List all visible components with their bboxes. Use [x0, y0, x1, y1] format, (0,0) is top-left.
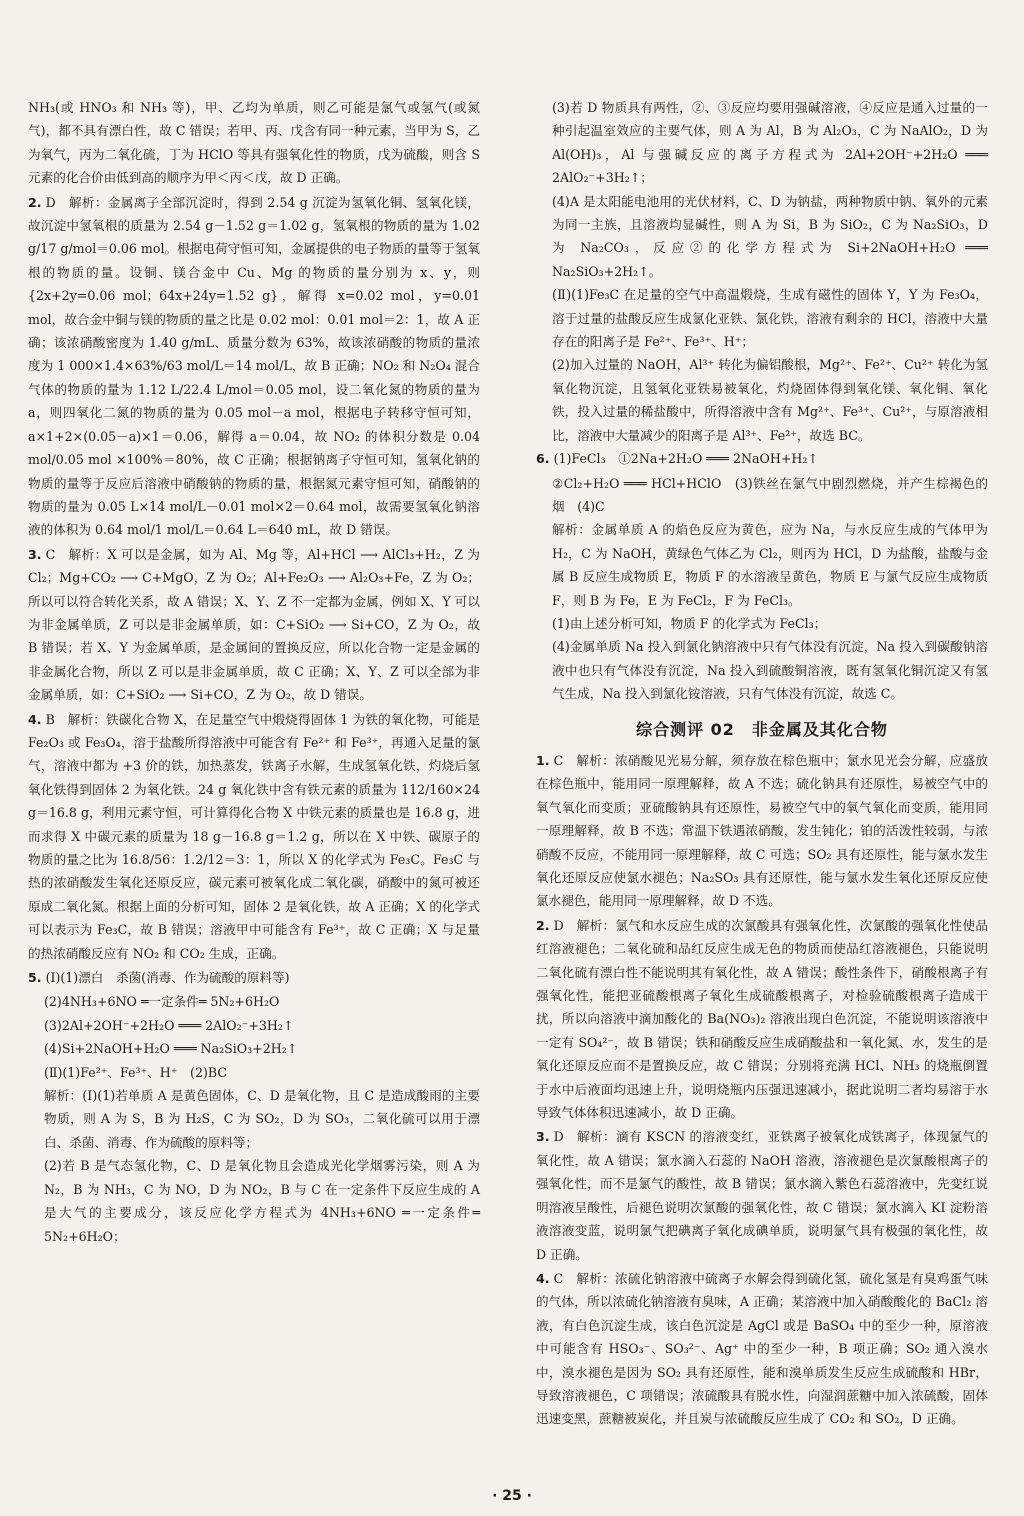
item-text: (1)FeCl₃ ①2Na+2H₂O ═══ 2NaOH+H₂↑ — [553, 451, 819, 467]
sub-paragraph: (3)2Al+2OH⁻+2H₂O ═══ 2AlO₂⁻+3H₂↑ — [44, 1017, 294, 1033]
sub-paragraph: ②Cl₂+H₂O ═══ HCl+HClO (3)铁丝在氯气中剧烈燃烧，并产生棕褐色的烟 (4)C — [552, 475, 988, 514]
item-number: 4. — [536, 1270, 550, 1286]
sub-paragraph: (4)金属单质 Na 投入到氯化钠溶液中只有气体没有沉淀，Na 投入到碳酸钠溶液中也只有气体没有沉淀，Na 投入到硫酸铜溶液，既有氢氧化铜沉淀又有氢气生成，Na 投入到氯化铵溶液，只有气体没有沉淀，故选 C。 — [552, 639, 988, 702]
sub-paragraph: (2)加入过量的 NaOH，Al³⁺ 转化为偏铝酸根，Mg²⁺、Fe²⁺、Cu²⁺ 转化为氢氧化物沉淀，且氢氧化亚铁易被氧化，灼烧固体得到氧化镁、氧化铜、氧化铁，投入过量的稀盐酸中，所得溶液中含有 Mg²⁺、Fe³⁺、Cu²⁺，与原溶液相比，溶液中大量减少的阳离子是 Al³⁺、Fe²⁺，故选 BC。 — [552, 357, 988, 443]
answer-item — [28, 966, 480, 989]
sub-paragraph: (4)A 是太阳能电池用的光伏材料，C、D 为钠盐，两种物质中钠、氧外的元素为同一主族，且溶液均显碱性，则 A 为 Si，B 为 SiO₂，C 为 Na₂SiO₃，D 为 Na₂CO₃，反应②的化学方程式为 Si+2NaOH+H₂O ═══ Na₂SiO₃+2H₂↑。 — [552, 193, 988, 279]
answer-item — [536, 914, 988, 1125]
answer-item — [28, 708, 480, 965]
item-number: 2. — [28, 194, 42, 210]
sub-paragraph: 解析：(Ⅰ)(1)若单质 A 是黄色固体，C、D 是氧化物，且 C 是造成酸雨的主要物质，则 A 为 S，B 为 H₂S，C 为 SO₂，D 为 SO₃，二氧化硫可以用于漂白、杀菌、消毒、作为硫酸的原料等； — [44, 1088, 480, 1150]
item-number: 4. — [28, 711, 42, 727]
item-text: D 解析：氯气和水反应生成的次氯酸具有强氧化性，次氯酸的强氧化性使品红溶液褪色；二氧化硫和品红反应生成无色的物质而使品红溶液褪色，只能说明二氧化硫有漂白性不能说明其有氧化性，故 A 错误；酸性条件下，硝酸根离子有强氧化性，能把亚硫酸根离子氧化生成硫酸根离子，对检验硫酸根离子造成干扰，所以向溶液中滴加酸化的 Ba(NO₃)₂ 溶液出现白色沉淀，不能说明该溶液中一定有 SO₄²⁻，故 B 错误；铁和硝酸反应生成硝酸盐和一氧化氮、水，发生的是氧化还原反应而不是置换反应，故 C 错误；分别将充满 HCl、NH₃ 的烧瓶倒置于水中后液面均迅速上升，说明烧瓶内压强迅速减小，据此说明二者均易溶于水导致气体体积迅速减小，故 D 正确。 — [536, 917, 988, 1121]
answer-item — [536, 1125, 988, 1265]
answer-item — [536, 447, 988, 470]
sub-paragraph: (2)若 B 是气态氢化物，C、D 是氧化物且会造成光化学烟雾污染，则 A 为 N₂，B 为 NH₃，C 为 NO，D 为 NO₂，B 与 C 在一定条件下反应生成的 A 是大气的主要成分，该反应化学方程式为 4NH₃+6NO ═一定条件═ 5N₂+6H₂O； — [44, 1158, 480, 1244]
item-text: B 解析：铁碳化合物 X，在足量空气中煅烧得固体 1 为铁的氧化物，可能是 Fe₂O₃ 或 Fe₃O₄，溶于盐酸所得溶液中可能含有 Fe²⁺ 和 Fe³⁺，再通入足量的氯气，溶液中都为 +3 价的铁，加热蒸发，铁离子水解，生成氢氧化铁，灼烧后氢氧化铁得到固体 2 为氧化铁。24 g 氧化铁中含有铁元素的质量为 112/160×24 g＝16.8 g，利用元素守恒，可计算得化合物 X 中铁元素的质量也是 16.8 g，进而求得 X 中碳元素的质量为 18 g－16.8 g＝1.2 g，所以在 X 中铁、碳原子的物质的量之比为 16.8/56：1.2/12＝3：1，所以 X 的化学式为 Fe₃C。Fe₃C 与热的浓硝酸发生氧化还原反应，碳元素可被氧化成二氧化碳，硝酸中的氮可被还原成二氧化氮。根据上面的分析可知，固体 2 是氧化铁，故 A 正确；X 的化学式可以表示为 Fe₃C，故 B 错误；溶液甲中可能含有 Fe³⁺，故 C 正确；X 与足量的热浓硝酸反应有 NO₂ 和 CO₂ 生成，正确。 — [28, 711, 480, 961]
answer-item — [536, 749, 988, 913]
item-number: 5. — [28, 970, 42, 986]
page-number: · 25 · — [492, 1488, 532, 1504]
sub-paragraph: (Ⅱ)(1)Fe₃C 在足量的空气中高温煅烧，生成有磁性的固体 Y，Y 为 Fe₃O₄，溶于过量的盐酸反应生成氯化亚铁、氯化铁，溶液有剩余的 HCl，溶液中大量存在的阳离子是 Fe²⁺、Fe³⁺、H⁺； — [552, 287, 988, 350]
sub-paragraph: (2)4NH₃+6NO ═一定条件═ 5N₂+6H₂O — [44, 994, 280, 1010]
item-text: (Ⅰ)(1)漂白 杀菌(消毒、作为硫酸的原料等) — [45, 970, 290, 986]
paragraph: NH₃(或 HNO₃ 和 NH₃ 等)，甲、乙均为单质，则乙可能是氯气或氢气(或氮气)，都不具有漂白性，故 C 错误；若甲、丙、戊含有同一种元素，当甲为 S，乙为氧气，丙为二氧化硫，丁为 HClO 等具有强氧化性的物质，戊为硫酸，则含 S 元素的化合价由低到高的顺序为甲＜丙＜戊，故 D 正确。 — [28, 100, 480, 186]
right-column — [536, 96, 988, 1432]
answer-item — [28, 543, 480, 707]
item-text: D 解析：金属离子全部沉淀时，得到 2.54 g 沉淀为氢氧化铜、氢氧化镁，故沉淀中氢氧根的质量为 2.54 g－1.52 g＝1.02 g，氢氧根的物质的量为 1.02 g/17 g/mol＝0.06 mol。根据电荷守恒可知，金属提供的电子物质的量等于氢氧根的物质的量。设铜、镁合金中 Cu、Mg 的物质的量分别为 x、y，则 {2x+2y=0.06 mol；64x+24y=1.52 g}，解得 x=0.02 mol，y=0.01 mol，故合金中铜与镁的物质的量之比是 0.02 mol：0.01 mol＝2：1，故 A 正确；该浓硝酸密度为 1.40 g/mL、质量分数为 63%，故该浓硝酸的物质的量浓度为 1 000×1.4×63%/63 mol/L＝14 mol/L，故 B 正确；NO₂ 和 N₂O₄ 混合气体的物质的量为 1.12 L/22.4 L/mol＝0.05 mol，设二氧化氮的物质的量为 a，则四氧化二氮的物质的量为 0.05 mol－a mol，根据电子转移守恒可知，a×1+2×(0.05－a)×1＝0.06，解得 a＝0.04，故 NO₂ 的体积分数是 0.04 mol/0.05 mol ×100%＝80%，故 C 正确；根据钠离子守恒可知，氢氧化钠的物质的量等于反应后溶液中硝酸钠的物质的量，根据氮元素守恒可知，硝酸钠的物质的量为 0.05 L×14 mol/L－0.01 mol×2＝0.64 mol，故需要氢氧化钠溶液的体积为 0.64 mol/1 mol/L＝0.64 L＝640 mL，故 D 错误。 — [28, 194, 480, 538]
item-text: C 解析：浓硫化钠溶液中硫离子水解会得到硫化氢，硫化氢是有臭鸡蛋气味的气体，所以浓硫化钠溶液有臭味，A 正确；某溶液中加入硝酸酸化的 BaCl₂ 溶液，有白色沉淀生成，该白色沉淀是 AgCl 或是 BaSO₄ 中的至少一种，原溶液中可能含有 HSO₃⁻、SO₃²⁻、Ag⁺ 中的至少一种，B 项正确；SO₂ 通入溴水中，溴水褪色是因为 SO₂ 具有还原性，能和溴单质发生反应生成硫酸和 HBr，导致溶液褪色，C 项错误；浓硫酸具有脱水性，向湿润蔗糖中加入浓硫酸，固体迅速变黑，蔗糖被炭化，并且炭与浓硫酸反应生成了 CO₂ 和 SO₂，D 正确。 — [536, 1270, 988, 1427]
item-number: 3. — [536, 1129, 550, 1145]
item-number: 6. — [536, 451, 550, 467]
item-number: 2. — [536, 917, 550, 933]
answer-item — [536, 1267, 988, 1431]
section-title: 综合测评 02 非金属及其化合物 — [636, 719, 888, 739]
sub-paragraph: 解析：金属单质 A 的焰色反应为黄色，应为 Na，与水反应生成的气体甲为 H₂，C 为 NaOH，黄绿色气体乙为 Cl₂，则丙为 HCl，D 为盐酸，盐酸与金属 B 反应生成物质 E，物质 F 的水溶液呈黄色，物质 E 与氯气反应生成物质 F，则 B 为 Fe，E 为 FeCl₂，F 为 FeCl₃。 — [552, 522, 988, 608]
sub-paragraph: (1)由上述分析可知，物质 F 的化学式为 FeCl₃； — [552, 615, 827, 631]
answer-item — [28, 191, 480, 542]
sub-paragraph: (3)若 D 物质具有两性，②、③反应均要用强碱溶液，④反应是通入过量的一种引起温室效应的主要气体，则 A 为 Al，B 为 Al₂O₃，C 为 NaAlO₂，D 为 Al(OH)₃，Al 与强碱反应的离子方程式为 2Al+2OH⁻+2H₂O ═══ 2AlO₂⁻+3H₂↑； — [552, 100, 988, 186]
item-text: C 解析：X 可以是金属，如为 Al、Mg 等，Al+HCl ⟶ AlCl₃+H₂，Z 为 Cl₂；Mg+CO₂ ⟶ C+MgO，Z 为 O₂；Al+Fe₂O₃ ⟶ Al₂O₃+Fe，Z 为 O₂；所以可以符合转化关系，故 A 错误；X、Y、Z 不一定都为金属，例如 X、Y 可以为非金属单质，Z 可以是非金属单质，如：C+SiO₂ ⟶ Si+CO，Z 为 O₂，故 B 错误；若 X、Y 为金属单质，是金属间的置换反应，所以化合物一定是金属的非金属化合物，所以 Z 可以是非金属单质，故 C 正确；X、Y、Z 可以全部为非金属单质，如：C+SiO₂ ⟶ Si+CO，Z 为 O₂，故 D 错误。 — [28, 546, 480, 703]
sub-paragraph: (Ⅱ)(1)Fe²⁺、Fe³⁺、H⁺ (2)BC — [44, 1064, 227, 1080]
item-text: D 解析：滴有 KSCN 的溶液变红，亚铁离子被氧化成铁离子，体现氯气的氧化性，故 A 错误；氯水滴入石蕊的 NaOH 溶液，溶液褪色是次氯酸根离子的强氧化性，而不是氯气的酸性，故 B 错误；氯水滴入紫色石蕊溶液中，先变红说明溶液呈酸性，后褪色说明次氯酸的强氧化性，故 C 错误；氯水滴入 KI 淀粉溶液溶液变蓝，说明氯气把碘离子氧化成碘单质，说明氯气具有极强的氧化性，故 D 正确。 — [536, 1129, 988, 1262]
sub-paragraph: (4)Si+2NaOH+H₂O ═══ Na₂SiO₃+2H₂↑ — [44, 1041, 298, 1057]
item-text: C 解析：浓硝酸见光易分解，须存放在棕色瓶中；氯水见光会分解，应盛放在棕色瓶中，能用同一原理解释，故 A 不选；硫化钠具有还原性，易被空气中的氧气氧化而变质；亚硫酸钠具有还原性，易被空气中的氧气氧化而变质，能用同一原理解释，故 B 不选；常温下铁遇浓硝酸，发生钝化；铂的活泼性较弱，与浓硝酸不反应，不能用同一原理解释，故 C 可选；SO₂ 具有还原性，能与氯水发生氧化还原反应使氯水褪色；Na₂SO₃ 具有还原性，能与氯水发生氧化还原反应使氯水褪色，能用同一原理解释，故 D 不选。 — [536, 752, 988, 909]
left-column — [28, 96, 480, 1248]
item-number: 1. — [536, 752, 550, 768]
item-number: 3. — [28, 546, 42, 562]
